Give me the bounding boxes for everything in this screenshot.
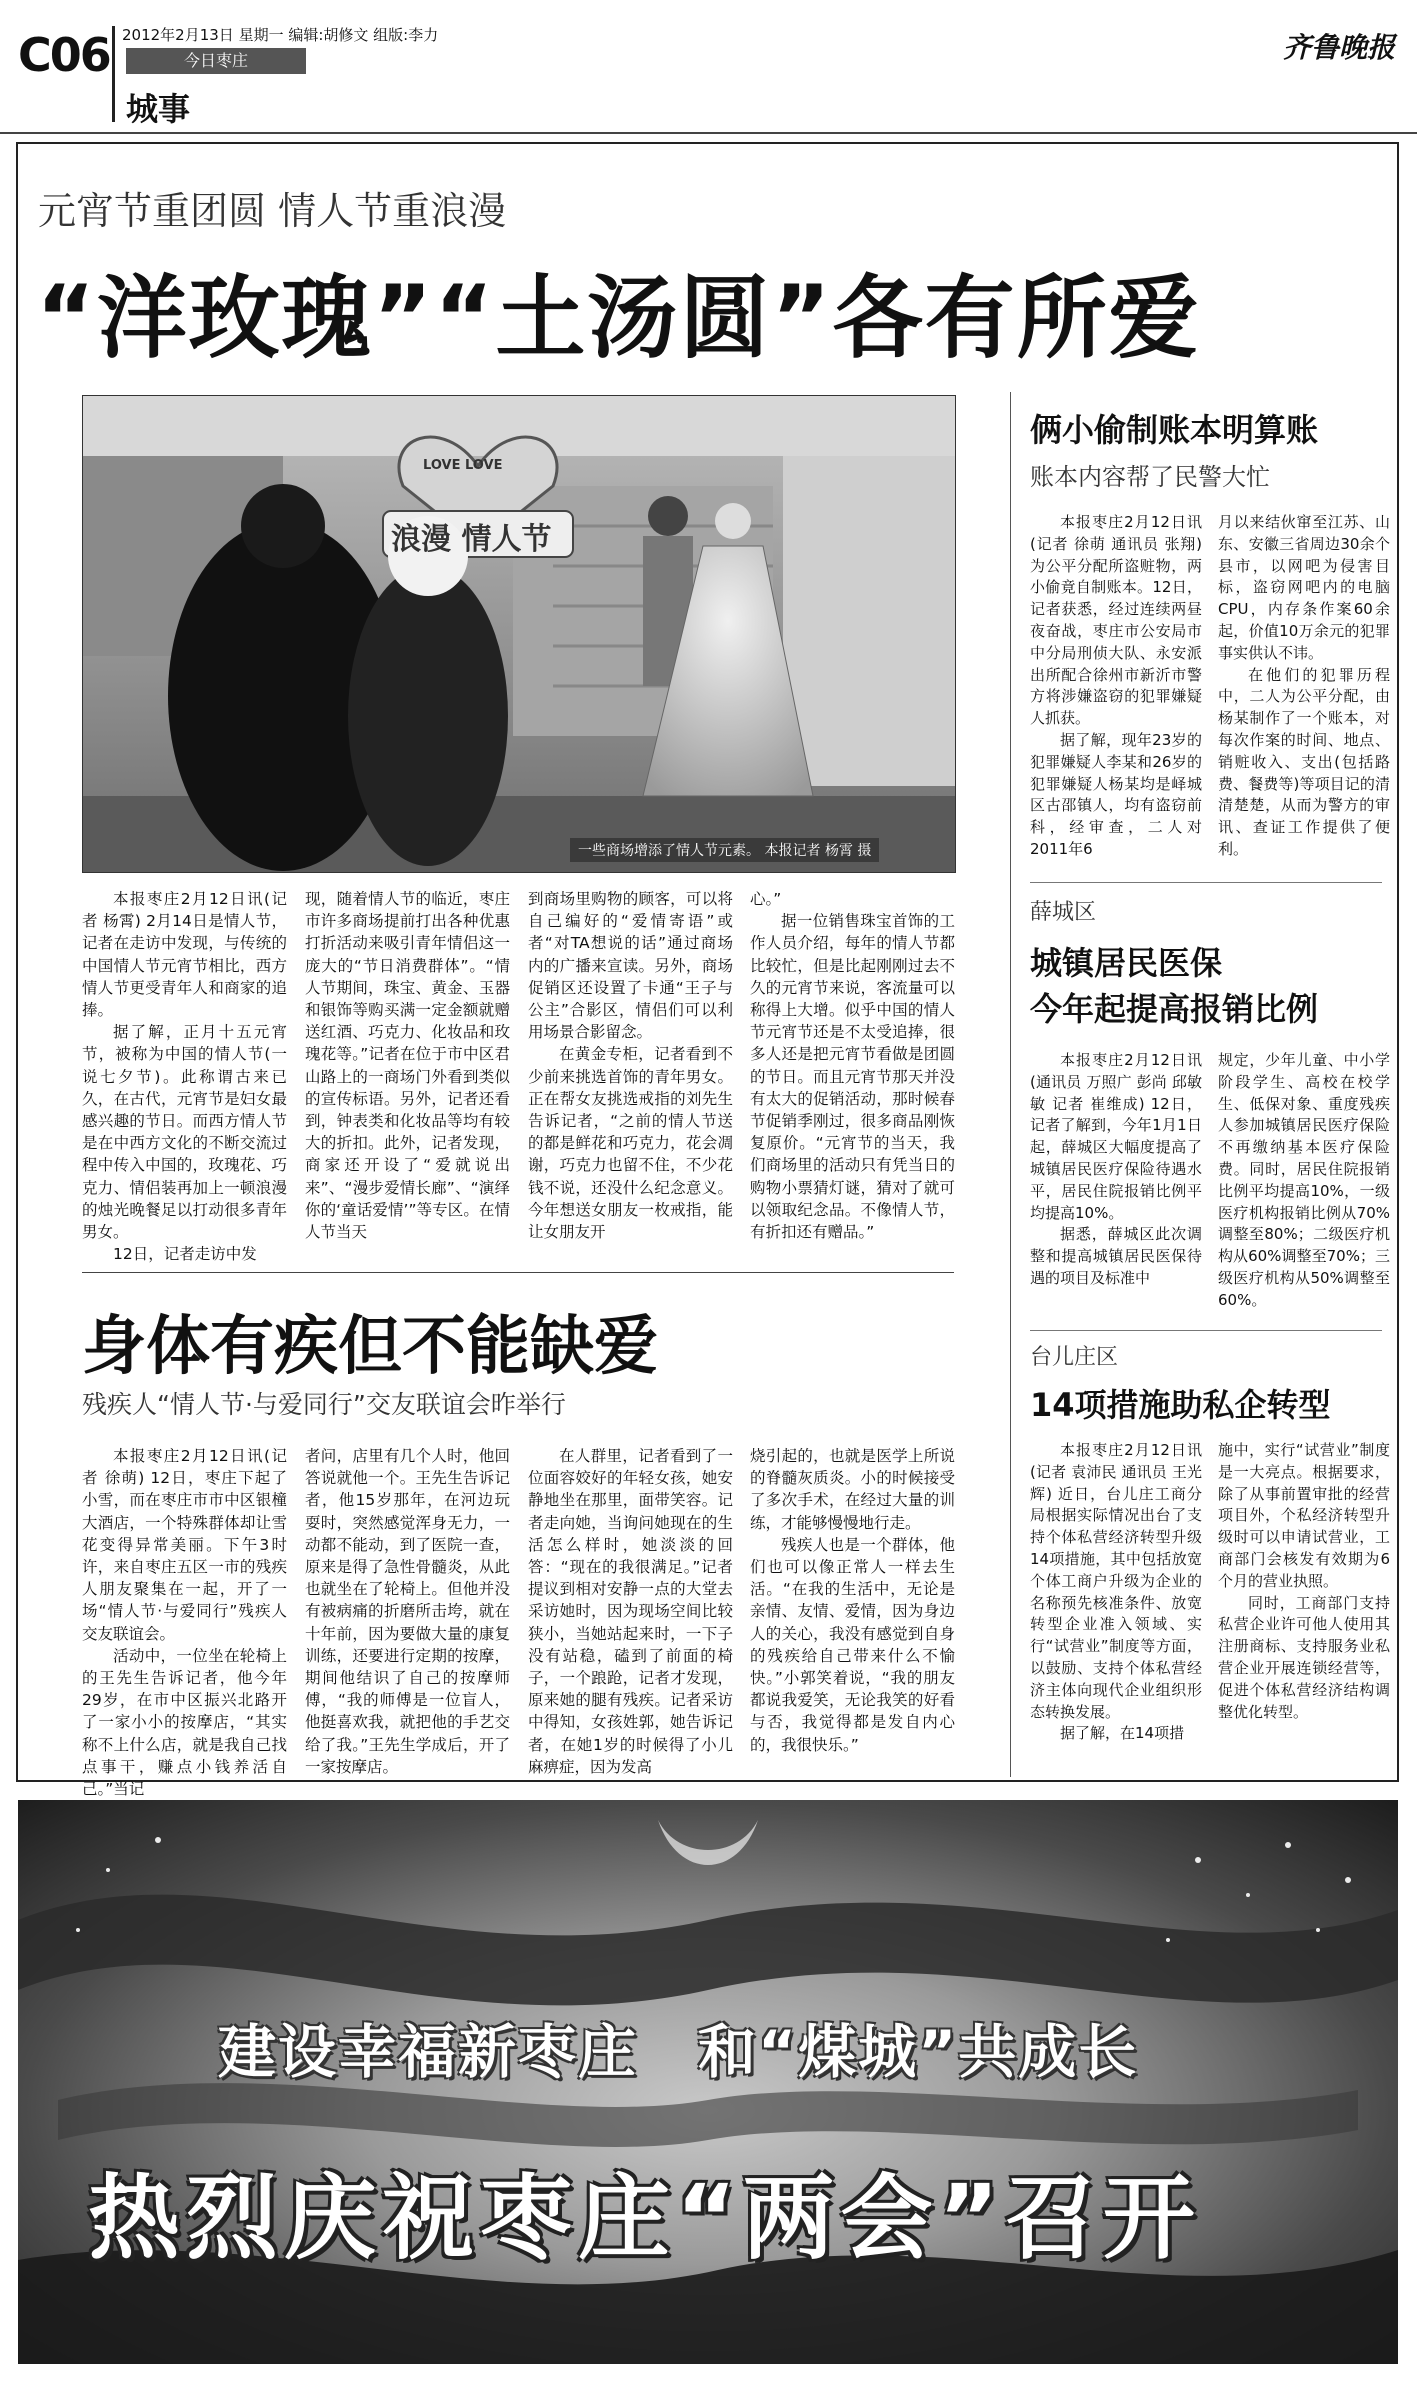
page-number: C06 — [18, 28, 110, 82]
sidebar-story1-col-2 — [1218, 512, 1390, 874]
second-col-4 — [750, 1445, 955, 1767]
paragraph: 本报枣庄2月12日讯(记者 袁沛民 通讯员 王光辉) 近日，台儿庄工商分局根据实际情况出台了支持个体私营经济转型升级14项措施，其中包括放宽个体工商户升级为企业的名称预先核准条件、放宽转型企业准入领域、实行“试营业”制度等方面，以鼓励、支持个体私营经济主体向现代企业组织形态转换发展。 — [1030, 1441, 1202, 1721]
sidebar-story1-deck: 账本内容帮了民警大忙 — [1030, 463, 1270, 491]
sidebar-story3-headline: 14项措施助私企转型 — [1030, 1386, 1331, 1424]
photo-illustration — [83, 396, 955, 872]
sidebar-story3-col-1 — [1030, 1440, 1202, 1767]
sidebar-story3-label: 台儿庄区 — [1030, 1345, 1119, 1370]
paragraph: 施中，实行“试营业”制度是一大亮点。根据要求，除了从事前置审批的经营项目外，个私经济转型升级时可以申请试营业，工商部门会核发有效期为6个月的营业执照。 — [1218, 1441, 1390, 1590]
paragraph: 到商场里购物的顾客，可以将自己编好的“爱情寄语”或者“对TA想说的话”通过商场内的广播来宣读。另外，商场促销区还设置了卡通“王子与公主”合影区，情侣们可以利用场景合影留念。 — [528, 890, 733, 1042]
sidebar-story2-label: 薛城区 — [1030, 900, 1097, 925]
news-photo — [82, 395, 956, 873]
story-divider — [82, 1272, 954, 1273]
celebration-banner — [18, 1800, 1398, 2364]
sidebar-story2-headline-2: 今年起提高报销比例 — [1030, 990, 1319, 1028]
issue-meta: 2012年2月13日 星期一 编辑:胡修文 组版:李力 — [122, 26, 439, 44]
sidebar-rule — [1030, 1330, 1382, 1331]
paragraph: 规定，少年儿童、中小学阶段学生、高校在校学生、低保对象、重度残疾人参加城镇居民医疗保险不再缴纳基本医疗保险费。同时，居民住院报销比例平均提高10%，一级医疗机构报销比例从70%调整至80%；二级医疗机构从60%调整至70%；三级医疗机构从50%调整至60%。 — [1218, 1051, 1390, 1309]
sidebar-divider — [1010, 392, 1011, 1777]
paragraph: 本报枣庄2月12日讯(记者 徐萌 通讯员 张翔) 为公平分配所盗赃物，两小偷竟自制账本。12日，记者获悉，经过连续两昼夜奋战，枣庄市公安局市中分局刑侦大队、永安派出所配合徐州市新沂市警方将涉嫌盗窃的犯罪嫌疑人抓获。 — [1030, 513, 1202, 728]
paragraph: 现，随着情人节的临近，枣庄市许多商场提前打出各种优惠打折活动来吸引青年情侣这一庞大的“节日消费群体”。“情人节期间，珠宝、黄金、玉器和银饰等购买满一定金额就赠送红酒、巧克力、化妆品和玫瑰花等。”记者在位于市中区君山路上的一商场门外看到类似的宣传标语。另外，记者还看到，钟表类和化妆品等均有较大的折扣。此外，记者发现，商家还开设了“爱就说出来”、“漫步爱情长廊”、“演绎你的‘童话爱情’”等专区。在情人节当天 — [305, 890, 510, 1242]
paragraph: 活动中，一位坐在轮椅上的王先生告诉记者，他今年29岁，在市中区振兴北路开了一家小小的按摩店，“其实称不上什么店，就是我自己找点事干，赚点小钱养活自己。”当记 — [82, 1646, 287, 1799]
sidebar-story2-col-2 — [1218, 1050, 1390, 1312]
main-col-2 — [305, 888, 510, 1273]
second-story-headline: 身体有疾但不能缺爱 — [82, 1310, 658, 1384]
paragraph: 据悉，薛城区此次调整和提高城镇居民医保待遇的项目及标准中 — [1030, 1225, 1202, 1287]
photo-caption: 一些商场增添了情人节元素。 本报记者 杨霄 摄 — [570, 838, 879, 862]
paragraph: 在人群里，记者看到了一位面容姣好的年轻女孩，她安静地坐在那里，面带笑容。记者走向她，当询问她现在的生活怎么样时，她淡淡的回答：“现在的我很满足。”记者提议到相对安静一点的大堂去采访她时，因为现场空间比较狭小，当她站起来时，一下子没有站稳，磕到了前面的椅子，一个踉跄，记者才发现，原来她的腿有残疾。记者采访中得知，女孩姓郭，她告诉记者，在她1岁的时候得了小儿麻痹症，因为发高 — [528, 1447, 733, 1776]
paragraph: 在他们的犯罪历程中，二人为公平分配，由杨某制作了一个账本，对每次作案的时间、地点、销赃收入、支出(包括路费、餐费等)等项目记的清清楚楚，从而为警方的审讯、查证工作提供了便利。 — [1218, 665, 1390, 858]
header-divider — [112, 26, 115, 122]
main-col-3 — [528, 888, 733, 1273]
main-col-1 — [82, 888, 287, 1273]
sidebar-story3-col-2 — [1218, 1440, 1390, 1767]
paragraph: 同时，工商部门支持私营企业许可他人使用其注册商标、支持服务业私营企业开展连锁经营等，促进个体私营经济结构调整优化转型。 — [1218, 1593, 1390, 1721]
sidebar-story2-col-1 — [1030, 1050, 1202, 1312]
masthead-logo: 齐鲁晚报 — [1282, 31, 1395, 64]
paragraph: 烧引起的，也就是医学上所说的脊髓灰质炎。小的时候接受了多次手术，在经过大量的训练，才能够慢慢地行走。 — [750, 1447, 955, 1532]
paragraph: 12日，记者走访中发 — [113, 1245, 257, 1264]
main-story-kicker: 元宵节重团圆 情人节重浪漫 — [38, 189, 507, 233]
second-col-1 — [82, 1445, 287, 1799]
paragraph: 据了解，在14项措 — [1060, 1724, 1185, 1743]
paragraph: 心。” — [750, 890, 782, 908]
paragraph: 本报枣庄2月12日讯(通讯员 万照广 彭尚 邱敏敏 记者 崔维成) 12日，记者了解到，今年1月1日起，薛城区大幅度提高了城镇居民医疗保险待遇水平，居民住院报销比例平均提高10%。 — [1030, 1051, 1202, 1222]
second-col-2 — [305, 1445, 510, 1776]
paragraph: 月以来结伙窜至江苏、山东、安徽三省周边30余个县市，以网吧为侵害目标，盗窃网吧内的电脑CPU，内存条作案60余起，价值10万余元的犯罪事实供认不讳。 — [1218, 513, 1390, 662]
photo-sign-small: LOVE LOVE — [423, 458, 503, 473]
header-rule — [0, 132, 1417, 134]
paragraph: 者问，店里有几个人时，他回答说就他一个。王先生告诉记者，他15岁那年，在河边玩耍时，突然感觉浑身无力，一动都不能动，到了医院一查，原来是得了急性骨髓炎，从此也就坐在了轮椅上。但他并没有被病痛的折磨所击垮，就在十年前，因为要做大量的康复训练，还要进行定期的按摩，期间他结识了自己的按摩师傅，“我的师傅是一位盲人，他挺喜欢我，就把他的手艺交给了我。”王先生学成后，开了一家按摩店。 — [305, 1447, 510, 1776]
paragraph: 在黄金专柜，记者看到不少前来挑选首饰的青年男女。正在帮女友挑选戒指的刘先生告诉记者，“之前的情人节送的都是鲜花和巧克力，花会凋谢，巧克力也留不住，不少花钱不说，还没什么纪念意义。今年想送女朋友一枚戒指，能让女朋友开 — [528, 1045, 733, 1242]
paragraph: 残疾人也是一个群体，他们也可以像正常人一样去生活。“在我的生活中，无论是亲情、友情、爱情，因为身边人的关心，我没有感觉到自身的残疾给自己带来什么不愉快。”小郭笑着说，“我的朋友都说我爱笑，无论我笑的好看与否，我觉得都是发自内心的，我很快乐。” — [750, 1535, 955, 1754]
section-title: 城事 — [126, 90, 191, 128]
photo-sign: 浪漫 情人节 — [391, 522, 552, 557]
main-col-4 — [750, 888, 955, 1273]
sidebar-story1-headline: 俩小偷制账本明算账 — [1030, 411, 1319, 449]
main-story-headline: “洋玫瑰”“土汤圆”各有所爱 — [36, 266, 1201, 371]
second-col-3 — [528, 1445, 733, 1776]
paragraph: 本报枣庄2月12日讯(记者 徐萌) 12日，枣庄下起了小雪，而在枣庄市市中区银橦大酒店，一个特殊群体却让雪花变得异常美丽。下午3时许，来自枣庄五区一市的残疾人朋友聚集在一起，开了一场“情人节·与爱同行”残疾人交友联谊会。 — [82, 1447, 287, 1643]
second-story-deck: 残疾人“情人节·与爱同行”交友联谊会昨举行 — [82, 1390, 566, 1419]
paragraph: 据了解，正月十五元宵节，被称为中国的情人节(一说七夕节)。此称谓古来已久，在古代，元宵节是妇女最感兴趣的节日。而西方情人节是在中西方文化的不断交流过程中传入中国的，玫瑰花、巧克力、情侣装再加上一顿浪漫的烛光晚餐足以打动很多青年男女。 — [82, 1023, 287, 1242]
paragraph: 本报枣庄2月12日讯(记者 杨霄) 2月14日是情人节，记者在走访中发现，与传统的中国情人节元宵节相比，西方情人节更受青年人和商家的追捧。 — [82, 890, 287, 1020]
paragraph: 据一位销售珠宝首饰的工作人员介绍，每年的情人节都比较忙，但是比起刚刚过去不久的元宵节来说，客流量可以称得上大增。似乎中国的情人节元宵节还是不太受追捧，很多人还是把元宵节看做是团圆的节日。而且元宵节那天并没有太大的促销活动，那时候春节促销季刚过，很多商品刚恢复原价。“元宵节的当天，我们商场里的活动只有凭当日的购物小票猜灯谜，猜对了就可以领取纪念品。不像情人节，有折扣还有赠品。” — [750, 912, 955, 1242]
section-tab: 今日枣庄 — [126, 48, 306, 74]
paragraph: 据了解，现年23岁的犯罪嫌疑人李某和26岁的犯罪嫌疑人杨某均是峄城区古邵镇人，均有盗窃前科，经审查，二人对2011年6 — [1030, 730, 1202, 858]
sidebar-story1-col-1 — [1030, 512, 1202, 874]
sidebar-story2-headline-1: 城镇居民医保 — [1030, 944, 1223, 982]
banner-headline: 热烈庆祝枣庄“两会”召开 — [88, 2165, 1201, 2272]
sidebar-rule — [1030, 882, 1382, 883]
banner-slogan: 建设幸福新枣庄 和“煤城”共成长 — [218, 2018, 1139, 2086]
